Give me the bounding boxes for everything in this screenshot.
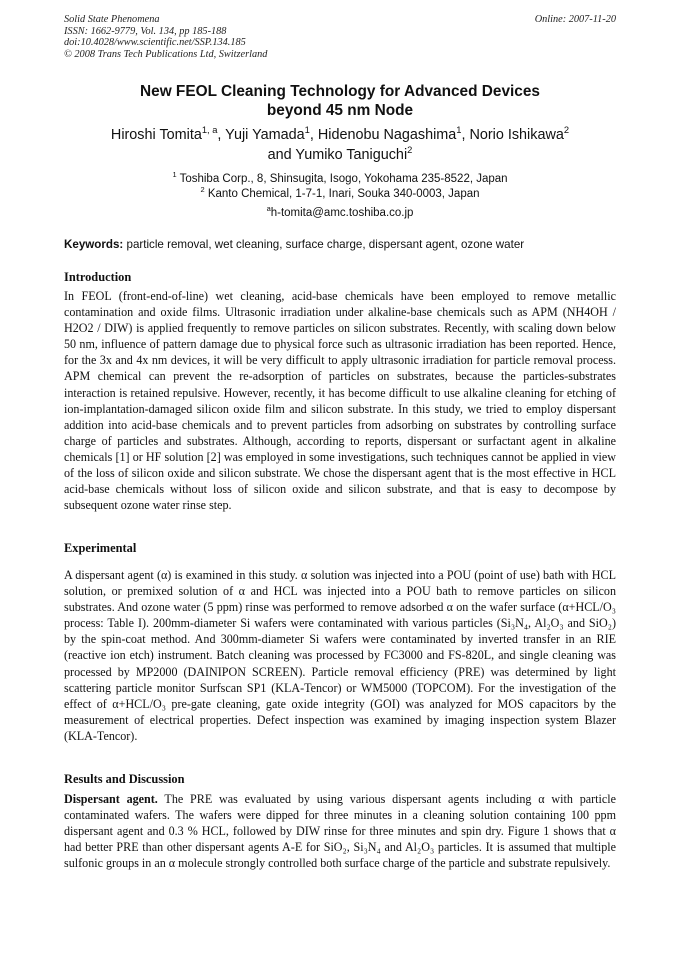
author-affiliation-mark: 2 <box>563 125 570 136</box>
results-lead: Dispersant agent. <box>64 792 158 806</box>
affiliation-text: Kanto Chemical, 1-7-1, Inari, Souka 340-0003, Japan <box>204 188 480 200</box>
section-heading-experimental: Experimental <box>64 541 137 555</box>
author-name: Yumiko Taniguchi <box>295 147 408 163</box>
results-text: The PRE was evaluated by using various dispersant agents including α with particle contaminated wafers. The wafers were dipped for three minutes in a cleaning solution containing 100 ppm dispersant agent and 0.3 % HCL, followed by DIW rinse for three minutes and spin dry. Figure 1 shows that α had better PRE than other dispersant agents A-E for SiO₂, Si₃N₄ and Al₂O₃ particles. It is assumed that multiple sulfonic groups in an α molecule strongly controlled both surface charge of the particle and substrate repulsively. <box>64 792 616 871</box>
affiliation <box>64 172 616 187</box>
title-line-1: New FEOL Cleaning Technology for Advanced Devices <box>140 83 540 100</box>
author-list <box>64 125 616 165</box>
author-separator: , <box>309 127 318 143</box>
author-and: and <box>267 147 296 163</box>
experimental-paragraph: A dispersant agent (α) is examined in this study. α solution was injected into a POU (point of use) bath with HCL solution, or premixed solution of α and HCL was injected into a POU bath to remove particles on silicon substrates. And ozone water (5 ppm) rinse was performed to remove adsorbed α on the wafer surface (α+HCL/O₃ process: Table I). 200mm-diameter Si wafers were contaminated with various particles (Si₃N₄, Al₂O₃ and SiO₂) by the spin-coat method. And 300mm-diameter Si wafers were contaminated by inverted transfer in an RIE (reactive ion etch) instrument. Batch cleaning was processed by FC3000 and FS-820L, and single cleaning was processed by MP2000 (DAINIPON SCREEN). Particle removal efficiency (PRE) was determined by light scattering particle monitor Surfscan SP1 (KLA-Tencor) or WM5000 (TOPCOM). For the investigation of the effect of α+HCL/O₃ pre-gate cleaning, gate oxide integrity (GOI) was analyzed for MOS capacitors by the measurement of electrical properties. Defect inspection was examined by imaging inspection system Blazer (KLA-Tencor). <box>64 568 616 743</box>
author-line-2 <box>64 145 616 165</box>
online-date: Online: 2007-11-20 <box>534 14 616 25</box>
title-line-2: beyond 45 nm Node <box>266 102 414 119</box>
email-mark: a <box>266 204 271 214</box>
introduction-paragraph: In FEOL (front-end-of-line) wet cleaning, acid-base chemicals have been employed to remove metallic contamination and oxide films. Ultrasonic irradiation under alkaline-base chemicals such as APM (NH4OH / H2O2 / DIW) is applied frequently to remove particles on silicon substrates. Recently, with scaling down below 50 nm, influence of pattern damage due to physical force such as ultrasonic irradiation has been reported. Hence, for the 3x and 4x nm devices, it will be very difficult to apply ultrasonic irradiation for particle removal process. APM chemical can prevent the re-adsorption of particles on substrates, because the particles-substrates interaction is retained repulsive. However, recently, it has become difficult to use alkaline cleaning for etching of ion-implantation-damaged silicon oxide film and silicon substrate. In this study, we tried to employ dispersant addition into acid-base chemicals and to prevent particles from adsorbing on substrates by controlling surface charge of particles and substrates. Although, according to reports, dispersant or surfactant agent in alkaline chemicals [1] or HF solution [2] was employed in some investigations, such techniques cannot be applied in view of the loss of silicon oxide and silicon substrate. We chose the dispersant agent that is the most effective in HCL acid-base chemicals without loss of silicon oxide and silicon substrate, and that is easy to decompose by subsequent ozone water rinse step. <box>64 289 616 513</box>
section-heading-introduction: Introduction <box>64 270 132 284</box>
author-affiliation-mark: 1 <box>456 125 462 136</box>
author-name: Hidenobu Nagashima <box>317 127 457 143</box>
author-line-1 <box>64 125 616 145</box>
affiliation <box>64 187 616 202</box>
author-affiliation-mark: 1, a <box>201 125 218 136</box>
copyright-line: © 2008 Trans Tech Publications Ltd, Switzerland <box>64 48 268 60</box>
affiliation-mark: 1 <box>172 170 177 180</box>
author-name: Norio Ishikawa <box>469 127 564 143</box>
doi-line: doi:10.4028/www.scientific.net/SSP.134.185 <box>64 37 246 49</box>
author-affiliation-mark: 2 <box>407 145 413 156</box>
keywords-label: Keywords: <box>64 238 124 251</box>
affiliation-text: Toshiba Corp., 8, Shinsugita, Isogo, Yokohama 235-8522, Japan <box>176 173 508 185</box>
author-affiliation-mark: 1 <box>304 125 310 136</box>
journal-header <box>64 14 616 60</box>
paper-title <box>64 82 616 120</box>
journal-name: Solid State Phenomena <box>64 14 160 25</box>
affiliation-list <box>64 172 616 202</box>
email-address: h-tomita@amc.toshiba.co.jp <box>270 207 414 219</box>
keywords-text: particle removal, wet cleaning, surface charge, dispersant agent, ozone water <box>123 238 525 251</box>
author-separator: , <box>217 127 226 143</box>
keywords <box>64 237 616 252</box>
issn-line: ISSN: 1662-9779, Vol. 134, pp 185-188 <box>64 25 227 37</box>
author-separator: , <box>461 127 470 143</box>
author-name: Hiroshi Tomita <box>110 127 202 143</box>
corresponding-email <box>64 206 616 221</box>
author-name: Yuji Yamada <box>225 127 305 143</box>
affiliation-mark: 2 <box>200 185 205 195</box>
section-heading-results: Results and Discussion <box>64 772 185 786</box>
results-paragraph <box>64 791 616 871</box>
